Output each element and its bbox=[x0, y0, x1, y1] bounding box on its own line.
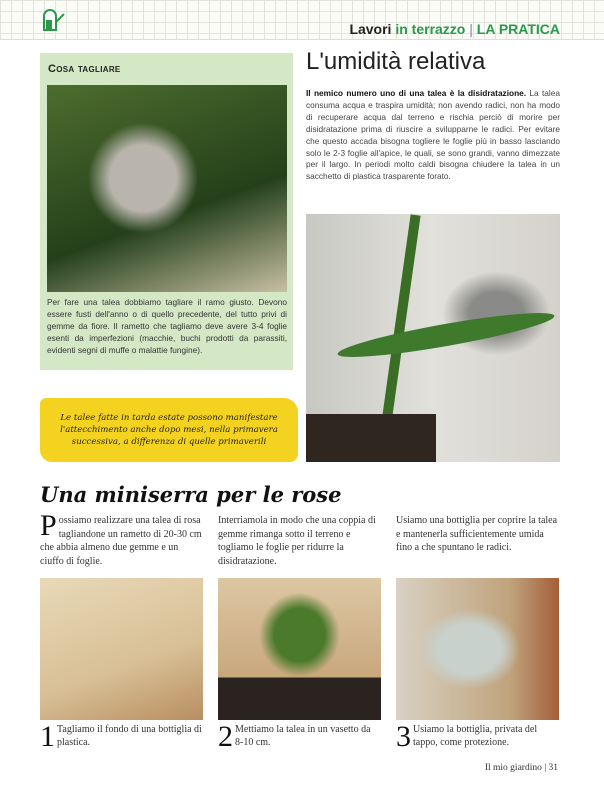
step-text-1 bbox=[40, 509, 203, 568]
cutting-leaves-photo bbox=[306, 214, 560, 462]
step-caption-2 bbox=[218, 720, 381, 753]
step-number: 1 bbox=[40, 720, 55, 753]
caption-text: Usiamo la bottiglia, privata del tappo, come protezione. bbox=[413, 724, 538, 748]
step-photo-2 bbox=[218, 578, 381, 720]
caption-text: Tagliamo il fondo di una bottiglia di plastica. bbox=[57, 724, 202, 748]
step-text-3: Usiamo una bottiglia per coprire la talea e mantenerla sufficientemente umida fino a che spuntano le radici. bbox=[396, 515, 558, 553]
caption-text: Mettiamo la talea in un vasetto da 8-10 cm. bbox=[235, 724, 371, 748]
category-label: LA PRATICA bbox=[476, 21, 560, 37]
step-text-2: Interriamola in modo che una coppia di gemme rimanga sotto il terreno e togliamo le foglie per ridurre la disidratazione. bbox=[218, 515, 376, 567]
drop-cap: P bbox=[40, 509, 57, 542]
page-footer: Il mio giardino | 31 bbox=[484, 763, 558, 773]
article-title: L'umidità relativa bbox=[306, 48, 486, 75]
article-body bbox=[306, 88, 560, 183]
tip-banner: Le talee fatte in tarda estate possono manifestare l'attecchimento anche dopo mesi, nella primavera successiva, a differenza di quelle primaverili bbox=[40, 398, 298, 462]
box-caption: Per fare una talea dobbiamo tagliare il ramo giusto. Devono essere fusti dell'anno o di quello precedente, del tutto privi di gemme da fiore. Il rametto che tagliamo deve avere 3-4 foglie esenti da imperfezioni (macchie, buchi prodotti da parassiti, evidenti segni di muffe o malattie fungine). bbox=[47, 297, 287, 355]
step-caption-3 bbox=[396, 720, 559, 753]
cosa-tagliare-box bbox=[40, 53, 293, 370]
step-number: 3 bbox=[396, 720, 411, 753]
section-heading bbox=[349, 21, 560, 37]
step-number: 2 bbox=[218, 720, 233, 753]
section-title: Una miniserra per le rose bbox=[40, 482, 342, 507]
box-title: Cosa tagliare bbox=[48, 63, 121, 75]
column-text: ossiamo realizzare una talea di rosa tagliandone un rametto di 20-30 cm che abbia almeno due gemme e un ciuffo di foglie. bbox=[40, 515, 202, 567]
pruning-shears-photo bbox=[47, 85, 287, 292]
step-caption-1 bbox=[40, 720, 203, 753]
section-subname: in terrazzo bbox=[395, 21, 466, 37]
article-text: La talea consuma acqua e traspira umidità; non avendo radici, non ha modo di recuperare acqua dal terreno e rischia perciò di morire per disidratazione prima di riuscire a svilupparne le radici. Per evitare che questo accada bisogna togliere le foglie più in basso lasciando solo le 2-3 foglie all'apice, le quali, se sono grandi, vanno dimezzate per il largo. In periodi molto caldi bisogna chiudere la talea in un sacchetto di plastica trasparente forato. bbox=[306, 88, 560, 182]
page-header bbox=[0, 0, 604, 40]
watering-can-icon bbox=[38, 8, 66, 36]
separator: | bbox=[469, 21, 473, 37]
step-photo-3 bbox=[396, 578, 559, 720]
section-name: Lavori bbox=[349, 21, 392, 37]
article-lead: Il nemico numero uno di una talea è la disidratazione. bbox=[306, 88, 527, 98]
step-photo-1 bbox=[40, 578, 203, 720]
